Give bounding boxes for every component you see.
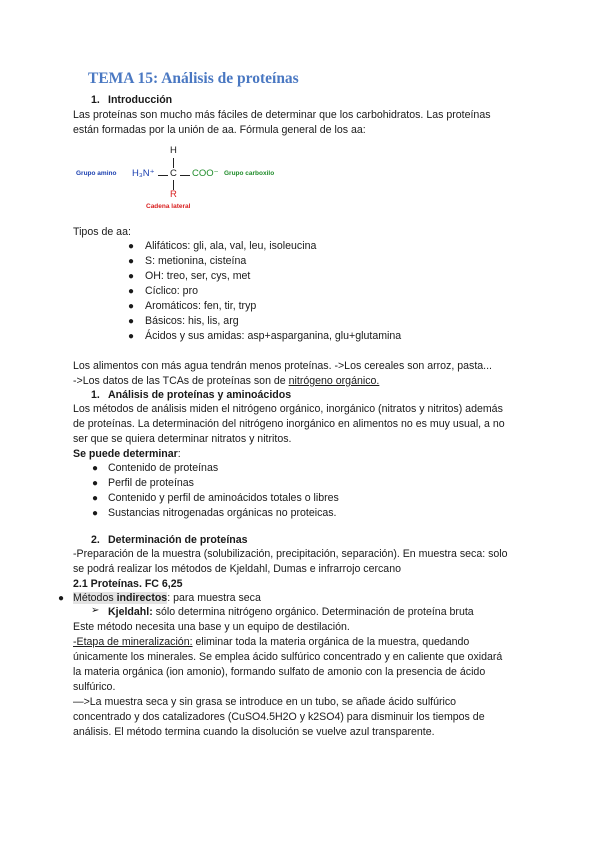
- bond-right: [180, 175, 190, 176]
- bullet-dot: ●: [92, 508, 99, 519]
- paragraph-line: sulfúrico.: [73, 681, 116, 693]
- r-group: R: [170, 189, 177, 200]
- paragraph-line: Este método necesita una base y un equipo de destilación.: [73, 621, 350, 633]
- section-heading-determinacion: Determinación de proteínas: [108, 534, 248, 546]
- bond-left: [158, 175, 168, 176]
- amine-group: H₃N⁺: [132, 168, 155, 179]
- paragraph-line: Las proteínas son mucho más fáciles de determinar que los carbohidratos. Las proteínas: [73, 109, 491, 121]
- bullet-dot: ●: [58, 593, 65, 604]
- list-item: Cíclico: pro: [145, 285, 198, 297]
- note-line: [73, 374, 379, 389]
- bullet-dot: ●: [128, 316, 135, 327]
- list-item: Sustancias nitrogenadas orgánicas no proteicas.: [108, 507, 337, 519]
- bullet-dot: ●: [128, 331, 135, 342]
- kjeldahl-line: [108, 605, 474, 620]
- etapa-label: -Etapa de mineralización:: [73, 636, 193, 648]
- etapa-line: [73, 635, 469, 650]
- alpha-carbon: C: [170, 168, 177, 179]
- page-title: TEMA 15: Análisis de proteínas: [88, 70, 299, 87]
- list-item: Ácidos y sus amidas: asp+asparganina, glu+glutamina: [145, 330, 402, 342]
- bond-vertical-top: [173, 158, 174, 168]
- bullet-dot: ●: [92, 463, 99, 474]
- list-item: OH: treo, ser, cys, met: [145, 270, 251, 282]
- bullet-dot: ●: [128, 241, 135, 252]
- paragraph-line: se podrá realizar los métodos de Kjeldahl, Dumas e infrarrojo cercano: [73, 563, 401, 575]
- methods-suffix: : para muestra seca: [167, 592, 261, 604]
- bullet-dot: ●: [92, 493, 99, 504]
- methods-indirect: indirectos: [116, 592, 168, 604]
- list-item: Básicos: his, lis, arg: [145, 315, 239, 327]
- colon: :: [177, 448, 181, 460]
- bullet-dot: ●: [128, 301, 135, 312]
- section-number: 2.: [91, 534, 100, 546]
- paragraph-line: ser que se quiera determinar nitratos y nitritos.: [73, 433, 292, 445]
- subheading-line: [73, 447, 181, 462]
- paragraph-line: de proteínas. La determinación del nitrógeno inorgánico en alimentos no es muy usual, a no: [73, 418, 505, 430]
- etapa-text: eliminar toda la materia orgánica de la muestra, quedando: [192, 636, 470, 648]
- paragraph-line: análisis. El método termina cuando la disolución se vuelve azul transparente.: [73, 726, 435, 738]
- note-underlined-text: nitrógeno orgánico.: [288, 375, 380, 387]
- carboxyl-group-label: Grupo carboxilo: [224, 170, 275, 177]
- amino-acid-formula-diagram: [74, 143, 314, 215]
- carboxyl-group: COO⁻: [192, 168, 219, 179]
- hydrogen-atom: H: [170, 145, 177, 156]
- aa-types-heading: Tipos de aa:: [73, 226, 131, 238]
- section-number: 1.: [91, 94, 100, 106]
- methods-line: [73, 591, 261, 606]
- paragraph-line: Los métodos de análisis miden el nitrógeno orgánico, inorgánico (nitratos y nitritos) además: [73, 403, 503, 415]
- list-item: Alifáticos: gli, ala, val, leu, isoleucina: [145, 240, 317, 252]
- section-heading-intro: Introducción: [108, 94, 173, 106]
- subheading-determinar: Se puede determinar: [73, 448, 178, 460]
- paragraph-line: -Preparación de la muestra (solubilización, precipitación, separación). En muestra seca: solo: [73, 548, 508, 560]
- list-item: Perfil de proteínas: [108, 477, 194, 489]
- paragraph-line: —>La muestra seca y sin grasa se introduce en un tubo, se añade ácido sulfúrico: [73, 696, 457, 708]
- methods-text: Métodos: [73, 592, 117, 604]
- bullet-dot: ●: [128, 271, 135, 282]
- kjeldahl-label: Kjeldahl:: [108, 606, 153, 618]
- amino-group-label: Grupo amino: [76, 170, 117, 177]
- paragraph-line: únicamente los minerales. Se emplea ácido sulfúrico concentrado y en caliente que oxidará: [73, 651, 503, 663]
- paragraph-line: están formadas por la unión de aa. Fórmula general de los aa:: [73, 124, 366, 136]
- section-number: 1.: [91, 389, 100, 401]
- bullet-dot: ●: [128, 256, 135, 267]
- paragraph-line: concentrado y dos catalizadores (CuSO4.5H2O y k2SO4) para disminuir los tiempos de: [73, 711, 485, 723]
- list-item: Contenido de proteínas: [108, 462, 219, 474]
- list-item: Aromáticos: fen, tir, tryp: [145, 300, 257, 312]
- note-line: Los alimentos con más agua tendrán menos proteínas. ->Los cereales son arroz, pasta...: [73, 360, 492, 372]
- subsection-heading: 2.1 Proteínas. FC 6,25: [73, 578, 183, 590]
- side-chain-label: Cadena lateral: [146, 203, 191, 210]
- list-item: S: metionina, cisteína: [145, 255, 247, 267]
- bullet-dot: ●: [92, 478, 99, 489]
- note-text: ->Los datos de las TCAs de proteínas son de: [73, 375, 289, 387]
- list-item: Contenido y perfil de aminoácidos totales o libres: [108, 492, 339, 504]
- paragraph-line: la materia orgánica (ion amonio), formando sulfato de amonio con la presencia de ácido: [73, 666, 486, 678]
- kjeldahl-text: sólo determina nitrógeno orgánico. Determinación de proteína bruta: [152, 606, 474, 618]
- section-heading-analisis: Análisis de proteínas y aminoácidos: [108, 389, 292, 401]
- bullet-dot: ●: [128, 286, 135, 297]
- arrow-bullet: ➢: [91, 605, 100, 616]
